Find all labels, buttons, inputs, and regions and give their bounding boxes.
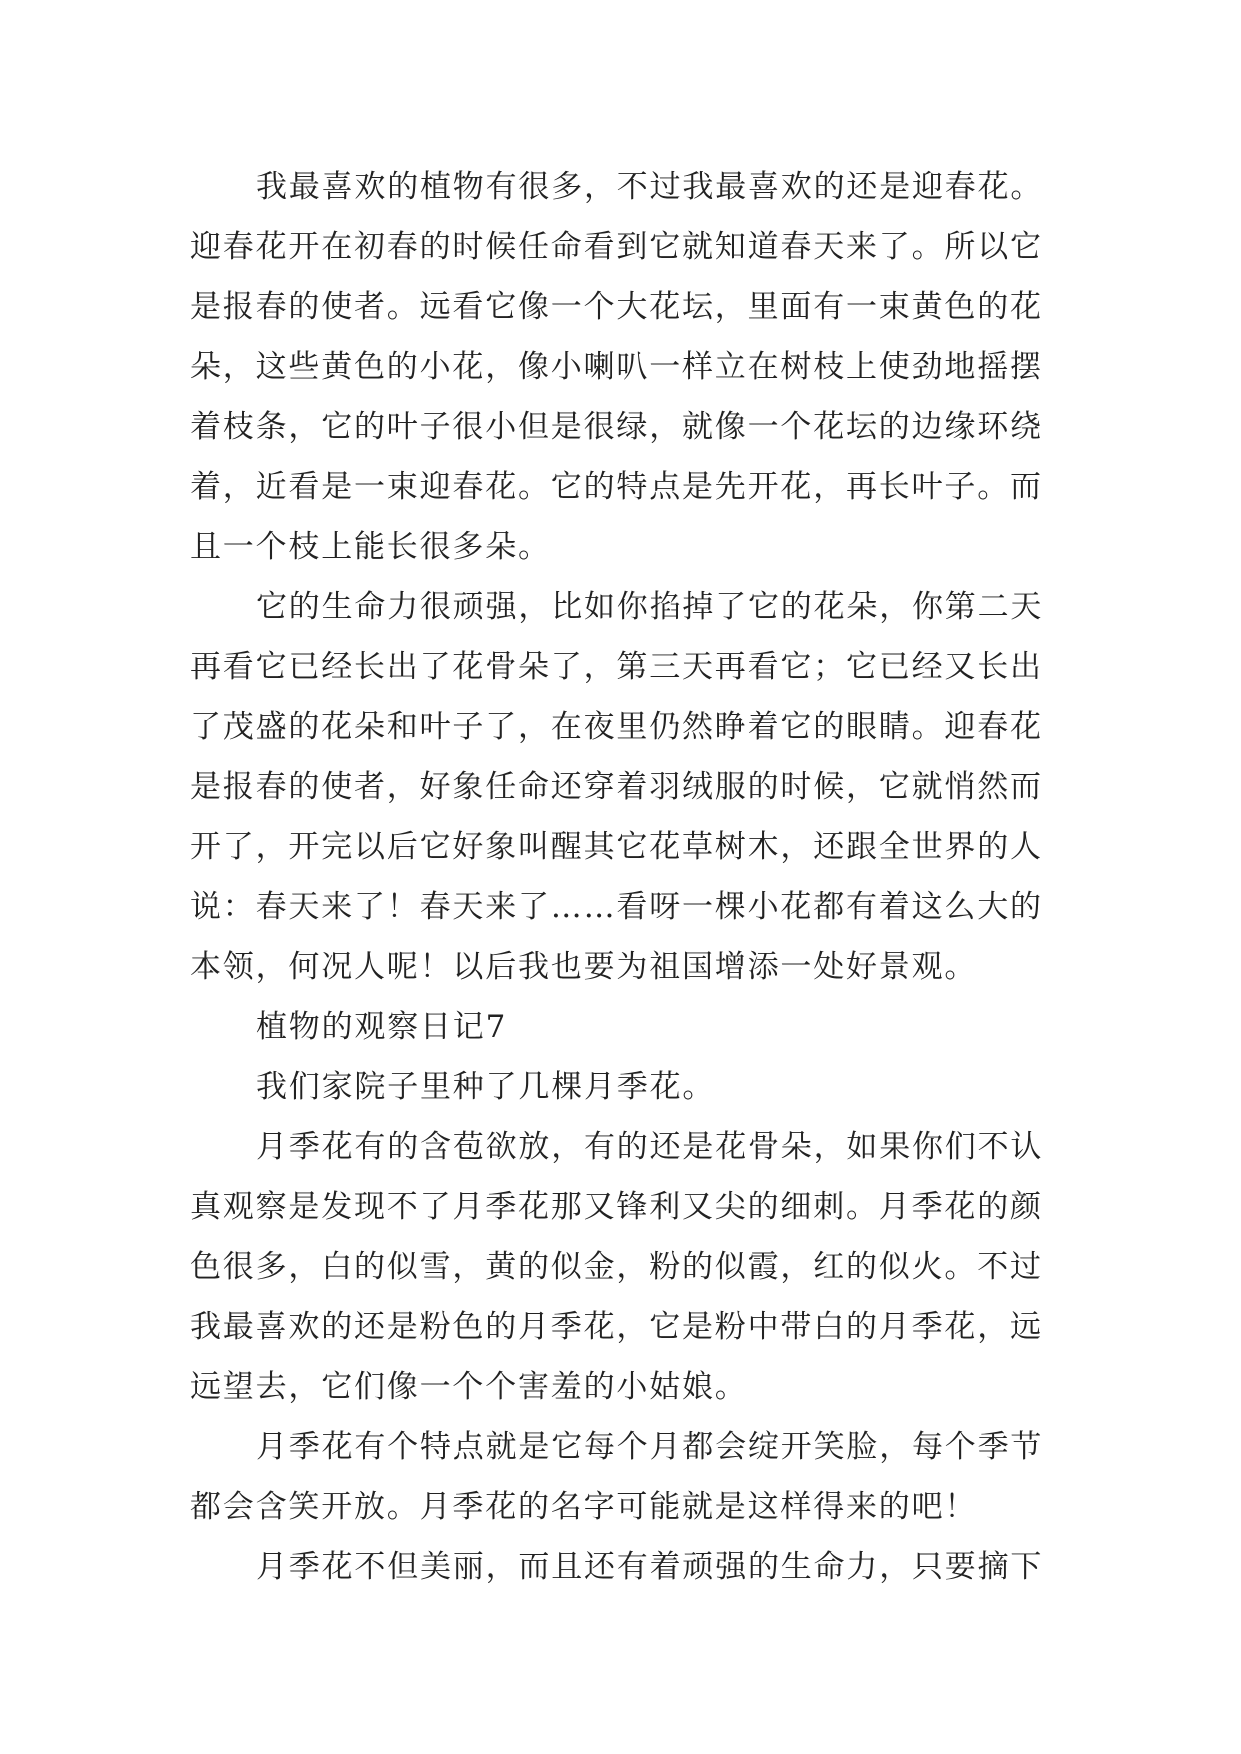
paragraph-4-line-4: 我最喜欢的还是粉色的月季花，它是粉中带白的月季花，远 <box>190 1309 1043 1345</box>
paragraph-1-line-5: 着枝条，它的叶子很小但是很绿，就像一个花坛的边缘环绕 <box>190 409 1043 445</box>
paragraph-2-line-4: 是报春的使者，好象任命还穿着羽绒服的时候，它就悄然而 <box>190 769 1043 805</box>
paragraph-2-line-1: 它的生命力很顽强，比如你掐掉了它的花朵，你第二天 <box>256 589 1044 625</box>
paragraph-2-line-7: 本领，何况人呢！以后我也要为祖国增添一处好景观。 <box>190 949 978 985</box>
section-heading: 植物的观察日记7 <box>256 1009 508 1045</box>
paragraph-1-line-6: 着，近看是一束迎春花。它的特点是先开花，再长叶子。而 <box>190 469 1043 505</box>
paragraph-4-line-3: 色很多，白的似雪，黄的似金，粉的似霞，红的似火。不过 <box>190 1249 1043 1285</box>
paragraph-1-line-1: 我最喜欢的植物有很多，不过我最喜欢的还是迎春花。 <box>256 169 1044 205</box>
paragraph-4-line-2: 真观察是发现不了月季花那又锋利又尖的细刺。月季花的颜 <box>190 1189 1043 1225</box>
paragraph-6-line-1: 月季花不但美丽，而且还有着顽强的生命力，只要摘下 <box>256 1549 1044 1585</box>
paragraph-2-line-2: 再看它已经长出了花骨朵了，第三天再看它；它已经又长出 <box>190 649 1043 685</box>
paragraph-5-line-2: 都会含笑开放。月季花的名字可能就是这样得来的吧！ <box>190 1489 978 1525</box>
paragraph-1-line-2: 迎春花开在初春的时候任命看到它就知道春天来了。所以它 <box>190 229 1043 265</box>
paragraph-3-line-1: 我们家院子里种了几棵月季花。 <box>256 1069 716 1105</box>
paragraph-1-line-4: 朵，这些黄色的小花，像小喇叭一样立在树枝上使劲地摇摆 <box>190 349 1043 385</box>
paragraph-1-line-7: 且一个枝上能长很多朵。 <box>190 529 551 565</box>
paragraph-1-line-3: 是报春的使者。远看它像一个大花坛，里面有一束黄色的花 <box>190 289 1043 325</box>
paragraph-5-line-1: 月季花有个特点就是它每个月都会绽开笑脸，每个季节 <box>256 1429 1044 1465</box>
paragraph-4-line-5: 远望去，它们像一个个害羞的小姑娘。 <box>190 1369 748 1405</box>
paragraph-2-line-6: 说：春天来了！春天来了……看呀一棵小花都有着这么大的 <box>190 889 1043 925</box>
paragraph-4-line-1: 月季花有的含苞欲放，有的还是花骨朵，如果你们不认 <box>256 1129 1044 1165</box>
paragraph-2-line-5: 开了，开完以后它好象叫醒其它花草树木，还跟全世界的人 <box>190 829 1043 865</box>
paragraph-2-line-3: 了茂盛的花朵和叶子了，在夜里仍然睁着它的眼睛。迎春花 <box>190 709 1043 745</box>
